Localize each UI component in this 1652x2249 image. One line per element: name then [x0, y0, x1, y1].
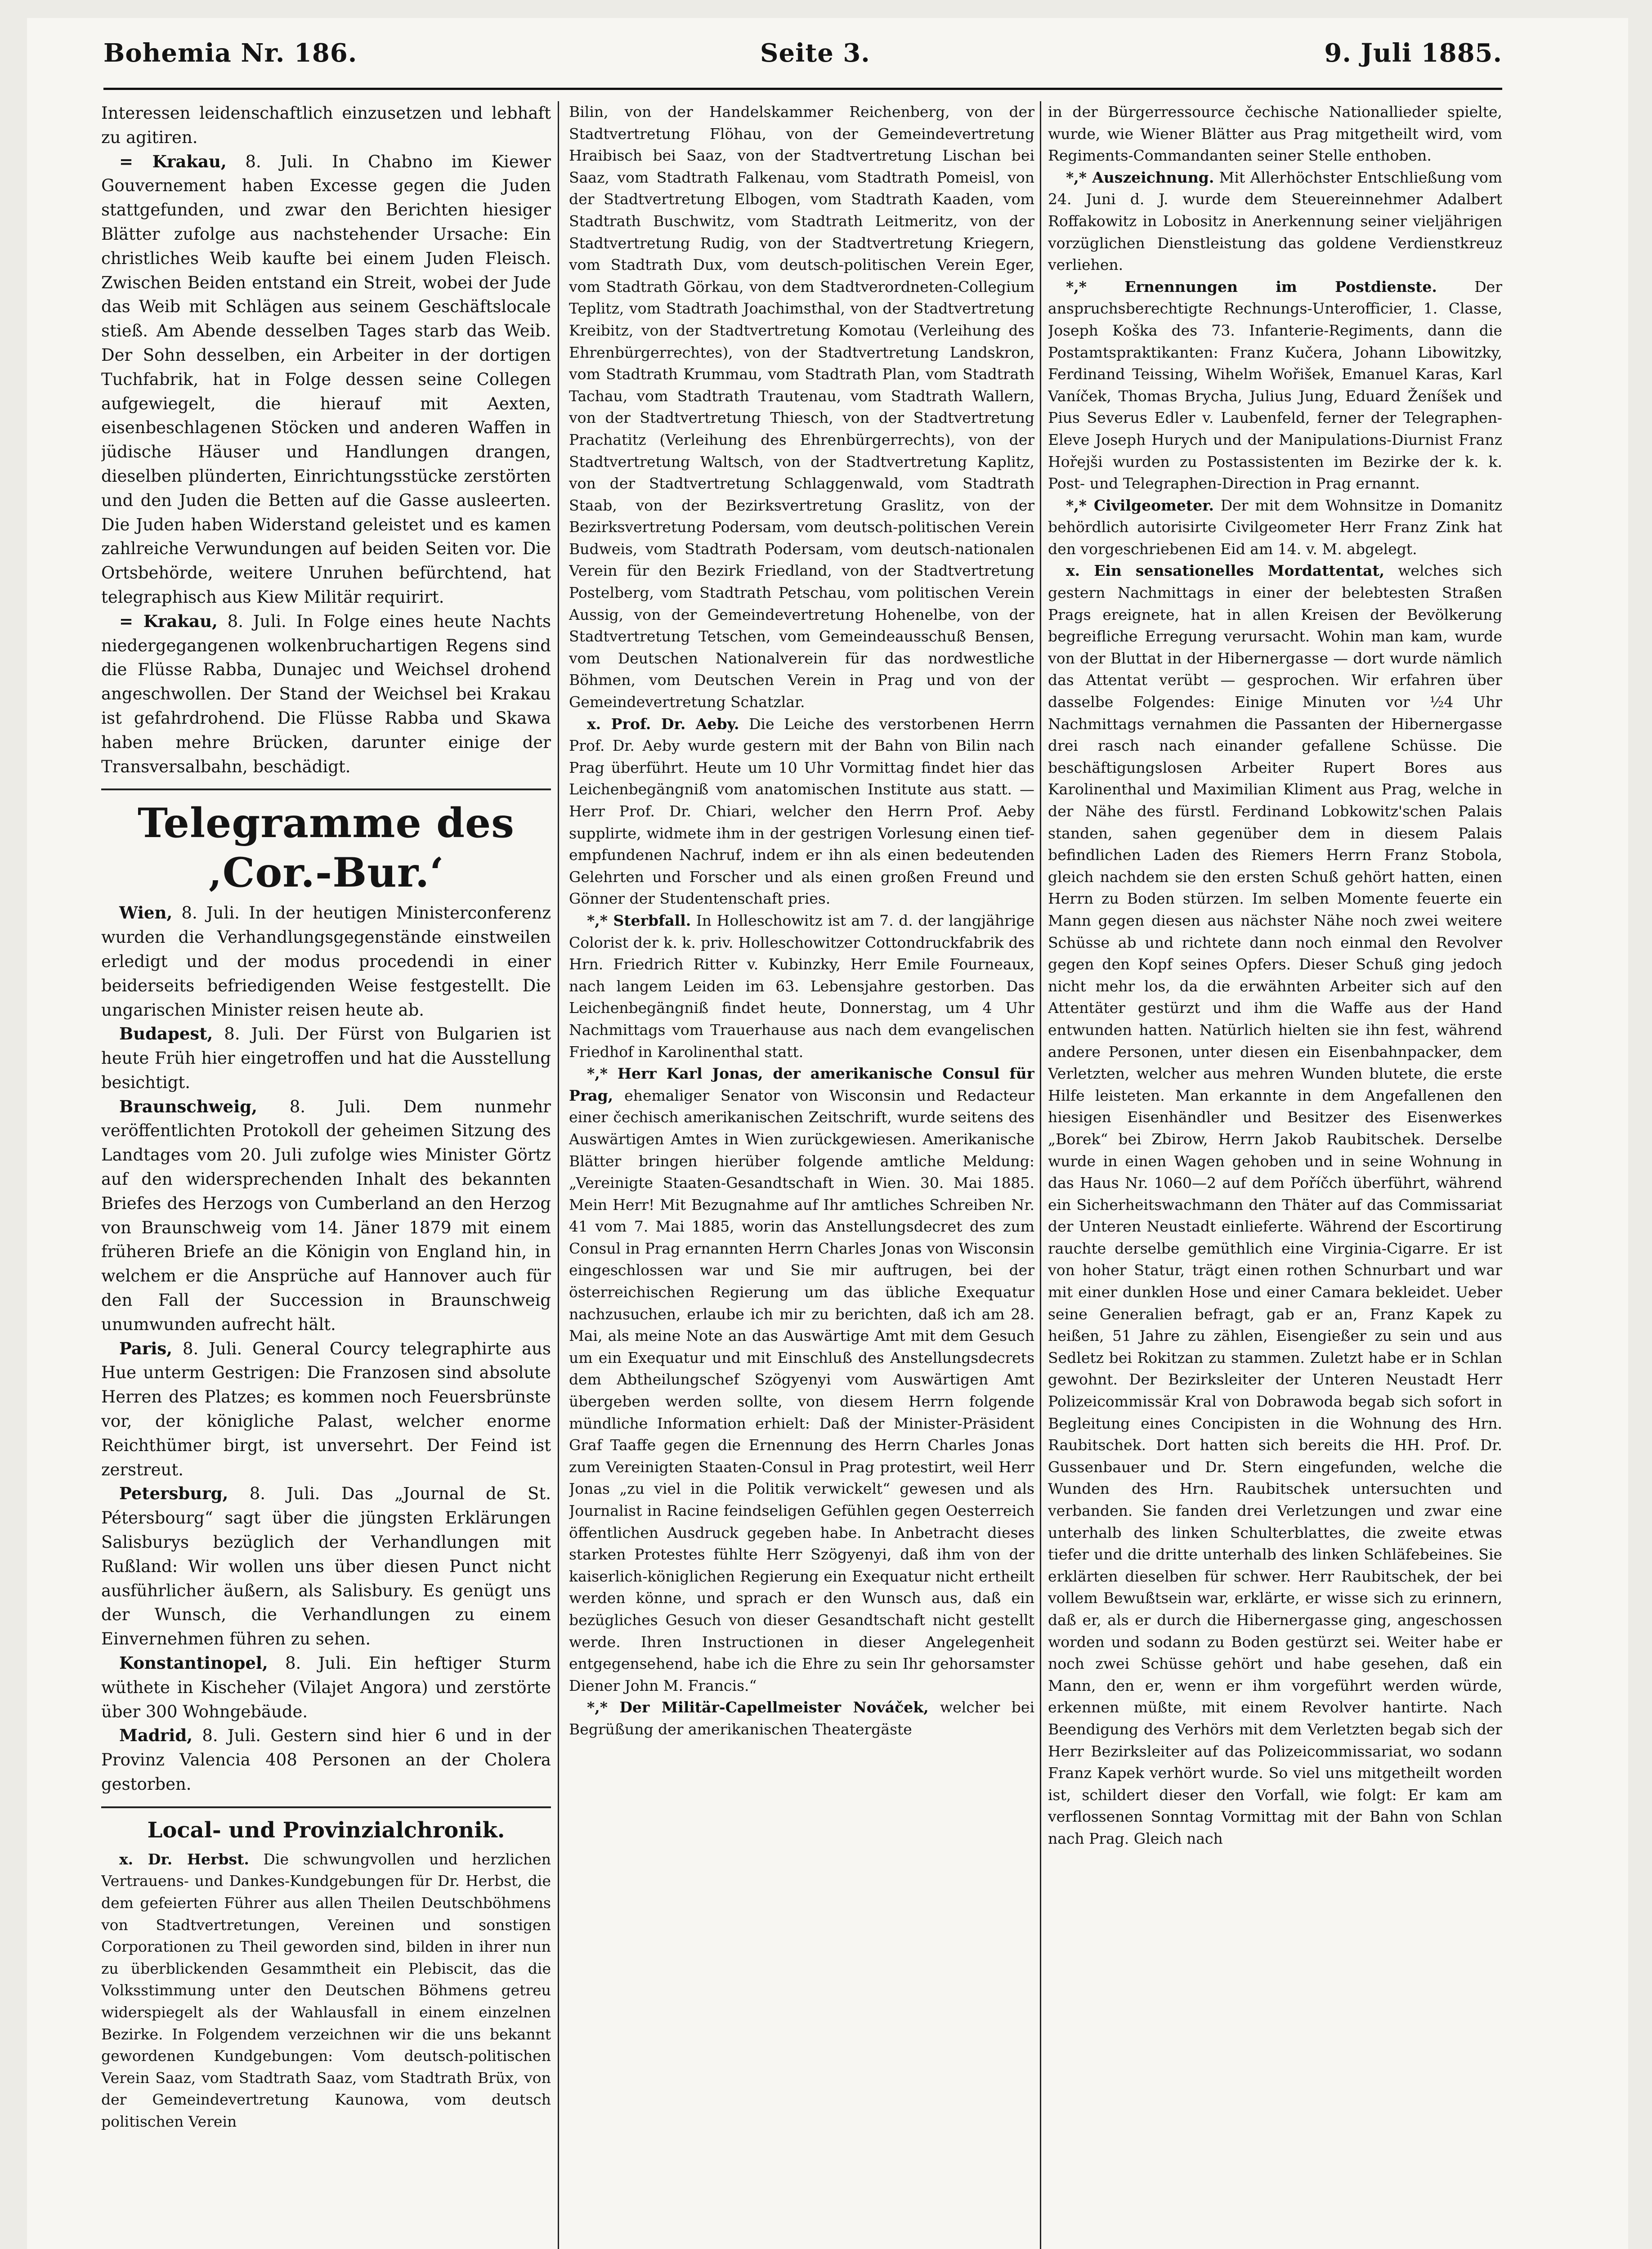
dateline: Braunschweig, [119, 1096, 258, 1116]
dateline: Budapest, [119, 1024, 213, 1044]
article-text: ehemaliger Senator von Wisconsin und Redacteur einer čechisch amerikanischen Zeitschrift, wurde seitens des Auswärtigen Amtes in Wien zurückgewiesen. Amerikanische Blätter bringen hierüber folgende amtliche Meldung: „Vereinigte Staaten-Gesandtschaft in Wien. 30. Mai 1885. Mein Herr! Mit Bezugnahme auf Ihr amtliches Schreiben Nr. 41 vom 7. Mai 1885, worin das Anstellungsdecret des zum Consul in Prag ernannten Herrn Charles Jonas von Wisconsin eingeschlossen war und Sie mir auftrugen, bei der österreichischen Regierung um das übliche Exequatur nachzusuchen, erlaube ich mir zu berichten, daß ich am 28. Mai, als meine Note an das Auswärtige Amt mit dem Gesuch um ein Exequatur und mit Einschluß des Anstellungsdecrets dem Abtheilungschef Szögyenyi vom Auswärtigen Amt übergeben werden sollte, von diesem Herrn folgende mündliche Information erhielt: Daß der Minister-Präsident Graf Taaffe gegen die Ernennung des Herrn Charles Jonas zum Vereinigten Staaten-Consul in Prag protestirt, weil Herr Jonas „zu viel in die Politik verwickelt“ gewesen und als Journalist in Racine feindseligen Gefühlen gegen Oesterreich öffentlichen Ausdruck gegeben habe. In Anbetracht dieses starken Protestes fühlte Herr Szögyenyi, daß ihm von der kaiserlich-königlichen Regierung ein Exequatur nicht ertheilt werden könne, und sprach er den Wunsch aus, daß ein bezügliches Gesuch von dieser Gesandtschaft nicht gestellt werde. Ihren Instructionen in dieser Angelegenheit entgegensehend, habe ich die Ehre zu sein Ihr gehorsamster Diener John M. Francis.“ [569, 1086, 1034, 1694]
header-page-number: Seite 3. [760, 38, 870, 68]
column-2 [569, 101, 1034, 2249]
telegram-madrid [101, 1724, 551, 1796]
article-text: Der mit dem Wohnsitze in Domanitz behördlich autorisirte Civilgeometer Herr Franz Zink hat den vorgeschriebenen Eid am 14. v. M. abgelegt. [1048, 496, 1502, 558]
telegram-budapest [101, 1022, 551, 1094]
article-jonas [569, 1063, 1034, 1697]
telegram-text: 8. Juli. General Courcy telegraphirte aus Hue unterm Gestrigen: Die Franzosen sind absolute Herren des Platzes; es kommen noch Feuersbrünste vor, der königliche Palast, welcher enorme Reichthümer birgt, ist unversehrt. Der Feind ist zerstreut. [101, 1339, 551, 1479]
article-title: *,* Civilgeometer. [1066, 496, 1214, 514]
telegram-text: 8. Juli. Dem nunmehr veröffentlichten Protokoll der geheimen Sitzung des Landtages vom 20. Juli zufolge wies Minister Görtz auf den widersprechenden Inhalt des bekannten Briefes des Herzogs von Cumberland an den Herzog von Braunschweig vom 14. Jäner 1879 mit einem früheren Briefe an die Königin von England hin, in welchem er die Ansprüche auf Hannover auch für den Fall der Succession in Braunschweig unumwunden aufrecht hält. [101, 1097, 551, 1334]
column-3 [1048, 101, 1502, 2249]
article-title: *,* Ernennungen im Postdienste. [1066, 278, 1437, 296]
article-postdienst [1048, 276, 1502, 495]
article-title: x. Ein sensationelles Mordattentat, [1066, 562, 1385, 580]
dateline: Paris, [119, 1338, 173, 1358]
column-divider [1040, 101, 1041, 2249]
article-text: welcher bei Begrüßung der amerikanischen Theatergäste [569, 1698, 1034, 1738]
article-title: x. Dr. Herbst. [119, 1850, 249, 1868]
telegram-petersburg [101, 1482, 551, 1651]
section-rule [101, 788, 551, 790]
article-text: 8. Juli. In Chabno im Kiewer Gouvernement haben Excesse gegen die Juden stattgefunden, und zwar den Berichten hiesiger Blätter zufolge aus nachstehender Ursache: Ein christliches Weib kaufte bei einem Juden Fleisch. Zwischen Beiden entstand ein Streit, wobei der Jude das Weib mit Schlägen aus seinem Geschäftslocale stieß. Am Abende desselben Tages starb das Weib. Der Sohn desselben, ein Arbeiter in der dortigen Tuchfabrik, hat in Folge dessen seine Collegen aufgewiegelt, die hierauf mit Aexten, eisenbeschlagenen Stöcken und anderen Waffen in jüdische Häuser und Handlungen drangen, dieselben plünderten, Einrichtungsstücke zerstörten und den Juden die Betten auf die Gasse ausleerten. Die Juden haben Widerstand geleistet und es kamen zahlreiche Verwundungen auf beiden Seiten vor. Die Ortsbehörde, weitere Unruhen befürchtend, hat telegraphisch aus Kiew Militär requirirt. [101, 152, 551, 607]
section-heading-telegrams: Telegramme des ‚Cor.-Bur.‘ [138, 799, 515, 897]
article-text: Die Leiche des verstorbenen Herrn Prof. Dr. Aeby wurde gestern mit der Bahn von Bilin nach Prag überführt. Heute um 10 Uhr Vormittag findet hier das Leichenbegängniß vom anatomischen Institute aus statt. — Herr Prof. Dr. Chiari, welcher den Herrn Prof. Aeby supplirte, widmete ihm in der gestrigen Vorlesung einen tief-empfundenen Nachruf, indem er ihn als einen bedeutenden Gelehrten und Forscher und als einen großen Freund und Gönner der Studentenschaft pries. [569, 715, 1034, 908]
article-text: In Holleschowitz ist am 7. d. der langjährige Colorist der k. k. priv. Holleschowitzer Cottondruckfabrik des Hrn. Friedrich Ritter v. Kubinzky, Herr Emile Fourneaux, nach langem Leiden im 63. Lebensjahre gestorben. Das Leichenbegängniß findet heute, Donnerstag, um 4 Uhr Nachmittags vom Trauerhause aus nach dem evangelischen Friedhof in Karolinenthal statt. [569, 911, 1034, 1061]
article-civilgeometer [1048, 495, 1502, 560]
telegram-braunschweig [101, 1095, 551, 1337]
article-auszeichnung [1048, 167, 1502, 276]
article-title: *,* Auszeichnung. [1066, 168, 1214, 186]
dateline: Petersburg, [119, 1483, 228, 1504]
dateline: Konstantinopel, [119, 1653, 268, 1673]
telegram-text: 8. Juli. Der Fürst von Bulgarien ist heute Früh hier eingetroffen und hat die Ausstellung besichtigt. [101, 1024, 551, 1092]
dateline: Wien, [119, 903, 173, 923]
article-text: 8. Juli. In Folge eines heute Nachts niedergegangenen wolkenbruchartigen Regens sind die Flüsse Rabba, Dunajec und Weichsel drohend angeschwollen. Der Stand der Weichsel bei Krakau ist gefahrdrohend. Die Flüsse Rabba und Skawa haben mehre Brücken, darunter einige der Transversalbahn, beschädigt. [101, 611, 551, 776]
article-continuation: Interessen leidenschaftlich einzusetzen und lebhaft zu agitiren. [101, 103, 551, 147]
article-title: *,* Herr Karl Jonas, der amerikanische Consul für Prag, [569, 1065, 1034, 1104]
section-heading-local: Local- und Provinzialchronik. [147, 1817, 505, 1843]
article-text: Der anspruchsberechtigte Rechnungs-Unterofficier, 1. Classe, Joseph Koška des 73. Infanterie-Regiments, dann die Postamtspraktikanten: Franz Kučera, Johann Libowitzky, Ferdinand Teissing, Wihelm Wořišek, Emanuel Karas, Karl Vaníček, Thomas Brycha, Julius Jung, Eduard Ženíšek und Pius Severus Edler v. Laubenfeld, ferner der Telegraphen-Eleve Joseph Hurych und der Manipulations-Diurnist Franz Hořejši wurden zu Postassistenten im Bezirke der k. k. Post- und Telegraphen-Direction in Prag ernannt. [1048, 278, 1502, 493]
telegram-paris [101, 1337, 551, 1482]
dateline: Madrid, [119, 1725, 193, 1746]
column-divider [558, 101, 559, 2249]
article-krakau-flood [101, 609, 551, 779]
article-title: x. Prof. Dr. Aeby. [587, 715, 739, 733]
section-rule [101, 1806, 551, 1808]
column-1 [101, 101, 551, 2249]
article-mordattentat [1048, 560, 1502, 1850]
header-rule [103, 88, 1502, 90]
telegram-konstantinopel [101, 1651, 551, 1724]
dateline: = Krakau, [119, 151, 227, 171]
article-krakau-excesses [101, 150, 551, 609]
article-novacek [569, 1697, 1034, 1740]
telegram-wien [101, 901, 551, 1022]
telegram-text: 8. Juli. In der heutigen Ministerconferenz wurden die Verhandlungsgegenstände einstweilen erledigt und der modus procedendi in einer beiderseits befriedigenden Weise festgestellt. Die ungarischen Minister reisen heute ab. [101, 903, 551, 1020]
article-herbst [101, 1849, 551, 2133]
telegram-text: 8. Juli. Ein heftiger Sturm wüthete in Kischeher (Vilajet Angora) und zerstörte über 300 Wohngebäude. [101, 1653, 551, 1721]
page-header [103, 34, 1502, 83]
article-title: *,* Sterbfall. [587, 911, 691, 929]
dateline: = Krakau, [119, 611, 218, 631]
header-date: 9. Juli 1885. [1324, 38, 1502, 68]
article-text: welches sich gestern Nachmittags in einer der belebtesten Straßen Prags ereignete, hat in allen Kreisen der Bevölkerung begreifliche Erregung verursacht. Wohin man kam, wurde von der Bluttat in der Hibernergasse — dort wurde nämlich das Attentat verübt — gesprochen. Wir erfahren über dasselbe Folgendes: Einige Minuten vor ½4 Uhr Nachmittags vernahmen die Passanten der Hibernergasse drei rasch nach einander gefallene Schüsse. Die beschäftigungslosen Arbeiter Rupert Bores aus Karolinenthal und Maximilian Kliment aus Prag, welche in der Nähe des fürstl. Ferdinand Lobkowitz'schen Palais standen, sahen gegenüber dem in diesem Palais befindlichen Laden des Riemers Herrn Franz Stobola, gleich nachdem sie den ersten Schuß gehört hatten, einen Herrn zu Boden stürzen. Im selben Momente feuerte ein Mann gegen diesen aus nächster Nähe noch zwei weitere Schüsse ab und richtete dann noch einmal den Revolver gegen den Kopf seines Opfers. Dieser Schuß ging jedoch nicht mehr los, da die erwähnten Arbeiter sich auf den Attentäter gestürzt und ihm die Waffe aus der Hand entwunden hatten. Natürlich hielten sie ihn fest, während andere Personen, unter diesen ein Eisenbahnpacker, dem Verletzten, welcher aus mehren Wunden blutete, die erste Hilfe leisteten. Man erkannte in dem Angefallenen den hiesigen Eisenhändler und Besitzer des Eisenwerkes „Borek“ bei Zbirow, Herrn Jakob Raubitschek. Derselbe wurde in einen Wagen gehoben und in seine Wohnung in das Haus Nr. 1060—2 auf dem Poříčch überführt, während ein Sicherheitswachmann den Thäter auf das Commissariat der Unteren Neustadt einlieferte. Während der Escortirung rauchte derselbe gemüthlich eine Virginia-Cigarre. Er ist von hoher Statur, trägt einen rothen Schnurbart und war mit einer dunklen Hose und einer Camara bekleidet. Ueber seine Generalien befragt, gab er an, Franz Kapek zu heißen, 51 Jahre zu zählen, Eisengießer zu sein und aus Sedletz bei Rokitzan zu stammen. Zuletzt habe er in Schlan gewohnt. Der Bezirksleiter der Unteren Neustadt Herr Polizeicommissär Kral von Dobrawoda begab sich sofort in Begleitung eines Concipisten in die Wohnung des Hrn. Raubitschek. Dort hatten sich bereits die HH. Prof. Dr. Gussenbauer und Dr. Stern eingefunden, welche die Wunden des Hrn. Raubitschek untersuchten und verbanden. Sie fanden drei Verletzungen und zwar eine unterhalb des linken Schulterblattes, die zweite etwas tiefer und die dritte unterhalb des linken Schläfebeines. Sie erklärten dieselben für schwer. Herr Raubitschek, der bei vollem Bewußtsein war, erklärte, er wisse sich zu erinnern, daß er, als er durch die Hibernergasse ging, angeschossen worden und sodann zu Boden gestürzt sei. Weiter habe er noch zwei Schüsse gehört und habe gesehen, daß ein Mann, den er, wenn er ihm vorgeführt werden würde, erkennen müßte, mit einem Revolver hantirte. Nach Beendigung des Verhörs mit dem Verletzten begab sich der Herr Bezirksleiter auf das Polizeicommissariat, wo sodann Franz Kapek verhört wurde. So viel uns mitgetheilt worden ist, schildert dieser den Vorfall, wie folgt: Er kam am verflossenen Sonntag Vormittag mit der Bahn von Schlan nach Prag. Gleich nach [1048, 562, 1502, 1847]
telegram-text: 8. Juli. Das „Journal de St. Pétersbourg“ sagt über die jüngsten Erklärungen Salisburys bezüglich der Verhandlungen mit Rußland: Wir wollen uns über diesen Punct nicht ausführlicher äußern, als Salisbury. Es genügt uns der Wunsch, die Verhandlungen zu einem Einvernehmen führen zu sehen. [101, 1484, 551, 1649]
article-text: Mit Allerhöchster Entschließung vom 24. Juni d. J. wurde dem Steuereinnehmer Adalbert Roffakowitz in Lobositz in Anerkennung seiner vieljährigen vorzüglichen Dienstleistung das goldene Verdienstkreuz verliehen. [1048, 168, 1502, 274]
article-text: Die schwungvollen und herzlichen Vertrauens- und Dankes-Kundgebungen für Dr. Herbst, die dem gefeierten Führer aus allen Theilen Deutschböhmens von Stadtvertretungen, Vereinen und sonstigen Corporationen zu Theil geworden sind, bilden in ihrer nun zu überblickenden Gesammtheit ein Plebiscit, das die Volksstimmung unter den Deutschen Böhmens getreu widerspiegelt als der Wahlausfall in einem einzelnen Bezirke. In Folgendem verzeichnen wir die uns bekannt gewordenen Kundgebungen: Vom deutsch-politischen Verein Saaz, vom Stadtrath Saaz, vom Stadtrath Brüx, von der Gemeindevertretung Kaunowa, vom deutsch politischen Verein [101, 1850, 551, 2130]
article-aeby [569, 713, 1034, 910]
article-sterbfall [569, 910, 1034, 1063]
article-novacek-continued: in der Bürgerressource čechische Nationallieder spielte, wurde, wie Wiener Blätter aus Prag mitgetheilt wird, vom Regiments-Commandanten seiner Stelle enthoben. [1048, 103, 1502, 165]
article-herbst-continued: Bilin, von der Handelskammer Reichenberg, von der Stadtvertretung Flöhau, von der Gemeindevertretung Hraibisch bei Saaz, von der Stadtvertretung Lischan bei Saaz, vom Stadtrath Falkenau, vom Stadtrath Pomeisl, von der Stadtvertretung Elbogen, vom Stadtrath Kaaden, vom Stadtrath Buschwitz, vom Stadtrath Leitmeritz, von der Stadtvertretung Rudig, von der Stadtvertretung Kriegern, vom Stadtrath Dux, vom deutsch-politischen Verein Eger, vom Stadtrath Görkau, von dem Stadtverordneten-Collegium Teplitz, vom Stadtrath Joachimsthal, von der Stadtvertretung Kreibitz, von der Stadtvertretung Komotau (Verleihung des Ehrenbürgerrechtes), von der Stadtvertretung Landskron, vom Stadtrath Krummau, vom Stadtrath Plan, vom Stadtrath Tachau, vom Stadtrath Trautenau, vom Stadtrath Wallern, von der Stadtvertretung Thiesch, von der Stadtvertretung Prachatitz (Verleihung des Ehrenbürgerrechts), von der Stadtvertretung Waltsch, von der Stadtvertretung Kaplitz, von der Stadtvertretung Schlaggenwald, vom Stadtrath Staab, von der Bezirksvertretung Graslitz, von der Bezirksvertretung Podersam, vom deutsch-politischen Verein Budweis, vom Stadtrath Podersam, vom deutsch-nationalen Verein für den Bezirk Friedland, von der Stadtvertretung Postelberg, vom Stadtrath Petschau, vom politischen Verein Aussig, von der Gemeindevertretung Hohenelbe, von der Stadtvertretung Tetschen, vom Gemeindeausschuß Bensen, vom Deutschen Nationalverein für das nordwestliche Böhmen, vom Deutschen Verein in Prag und von der Gemeindevertretung Schatzlar. [569, 103, 1034, 711]
header-issue: Bohemia Nr. 186. [103, 38, 358, 68]
article-title: *,* Der Militär-Capellmeister Nováček, [587, 1698, 929, 1716]
telegram-text: 8. Juli. Gestern sind hier 6 und in der Provinz Valencia 408 Personen an der Cholera gestorben. [101, 1726, 551, 1794]
